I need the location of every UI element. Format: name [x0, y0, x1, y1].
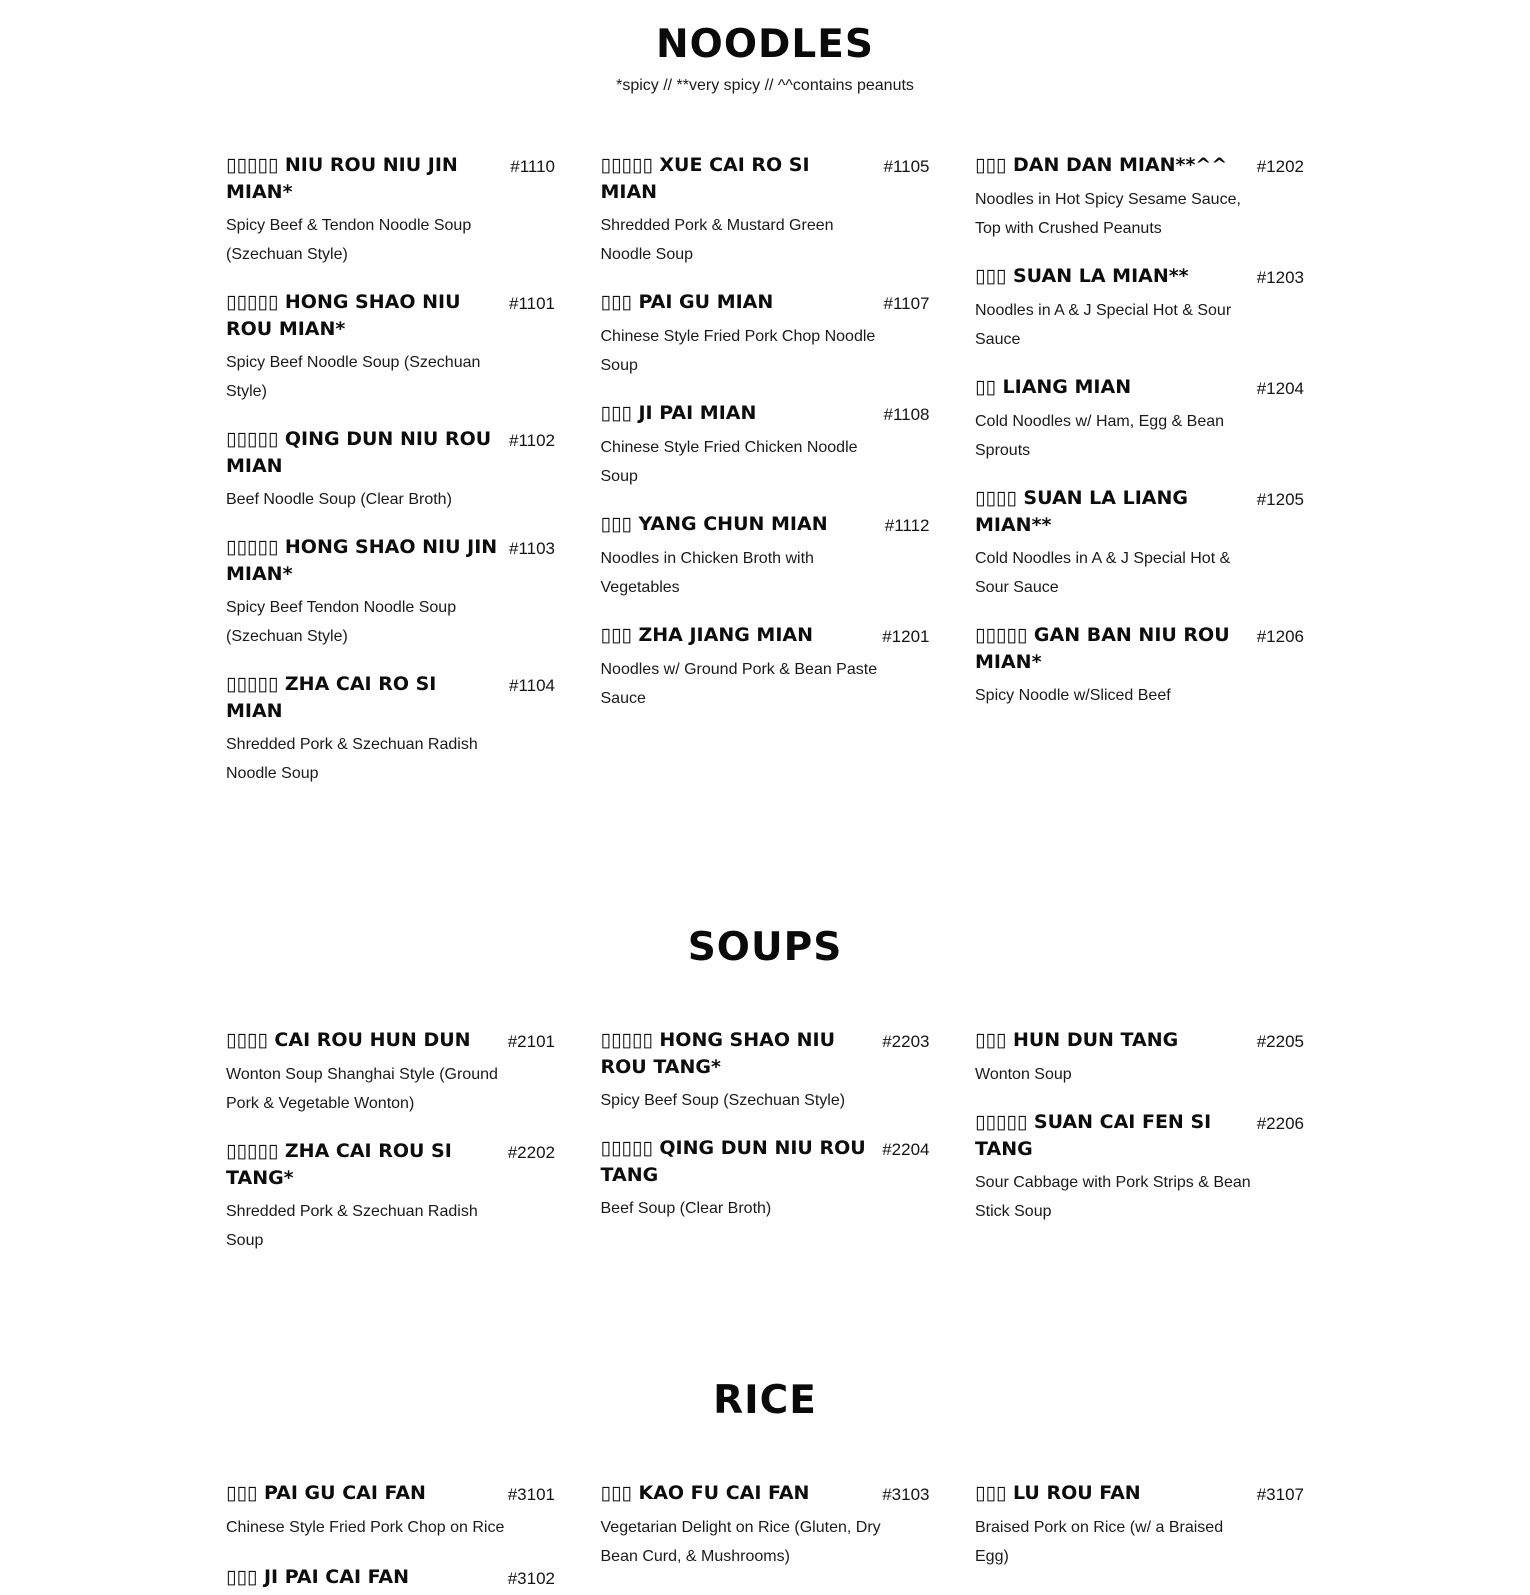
item-number: #1110 — [510, 157, 555, 176]
item-description: Spicy Beef Noodle Soup (Szechuan Style) — [226, 354, 481, 400]
menu-item — [601, 1135, 930, 1223]
item-description: Wonton Soup Shanghai Style (Ground Pork & Vegetable Wonton) — [226, 1066, 498, 1112]
item-name: ▯▯▯▯▯ ZHA CAI RO SI MIAN — [226, 673, 437, 722]
item-name: ▯▯▯ LU ROU FAN — [975, 1482, 1141, 1504]
item-name: ▯▯▯ KAO FU CAI FAN — [600, 1482, 810, 1504]
menu-item — [975, 1480, 1304, 1571]
item-name: ▯▯ LIANG MIAN — [975, 376, 1132, 398]
item-number: #3103 — [882, 1485, 930, 1504]
menu-item — [226, 671, 555, 788]
menu-item — [601, 289, 930, 380]
item-number: #1203 — [1256, 268, 1304, 287]
item-number: #1204 — [1256, 379, 1304, 398]
rice-section — [0, 1378, 1530, 1423]
menu-item — [226, 534, 555, 651]
item-description: Shredded Pork & Szechuan Radish Soup — [226, 1203, 478, 1249]
item-name: ▯▯▯▯ SUAN LA LIANG MIAN** — [975, 487, 1188, 536]
item-number: #1104 — [508, 676, 555, 695]
menu-item — [601, 152, 930, 269]
soups-section — [0, 925, 1530, 970]
menu-item — [601, 1027, 930, 1115]
item-description: Wonton Soup — [975, 1066, 1072, 1083]
item-description: Shredded Pork & Mustard Green Noodle Soup — [600, 217, 834, 263]
section-title-noodles: NOODLES — [656, 22, 874, 67]
item-name: ▯▯▯▯ CAI ROU HUN DUN — [226, 1029, 471, 1051]
item-description: Sour Cabbage with Pork Strips & Bean Stick Soup — [975, 1174, 1251, 1220]
menu-column — [975, 152, 1304, 788]
item-name: ▯▯▯ PAI GU CAI FAN — [226, 1482, 426, 1504]
menu-column — [226, 1480, 555, 1592]
item-name: ▯▯▯ SUAN LA MIAN** — [975, 265, 1189, 287]
item-description: Noodles in Hot Spicy Sesame Sauce, Top with Crushed Peanuts — [975, 191, 1241, 237]
item-number: #1108 — [883, 405, 930, 424]
item-description: Spicy Beef Tendon Noodle Soup (Szechuan Style) — [226, 599, 457, 645]
item-number: #3101 — [507, 1485, 555, 1504]
item-number: #2204 — [882, 1140, 930, 1159]
item-name: ▯▯▯ PAI GU MIAN — [600, 291, 774, 313]
section-title-rice: RICE — [713, 1378, 817, 1423]
item-number: #2205 — [1256, 1032, 1304, 1051]
item-number: #3107 — [1256, 1485, 1304, 1504]
item-name: ▯▯▯▯▯ QING DUN NIU ROU MIAN — [226, 428, 492, 477]
item-number: #1103 — [508, 539, 555, 558]
item-description: Noodles w/ Ground Pork & Bean Paste Sauce — [600, 661, 878, 707]
menu-item — [226, 1027, 555, 1118]
menu-item — [975, 622, 1304, 710]
item-description: Chinese Style Fried Pork Chop Noodle Soup — [600, 328, 876, 374]
rice-grid — [226, 1480, 1304, 1592]
item-description: Chinese Style Fried Pork Chop on Rice — [226, 1519, 505, 1536]
noodles-section — [0, 22, 1530, 95]
item-name: ▯▯▯ JI PAI CAI FAN — [226, 1566, 410, 1588]
menu-column — [975, 1027, 1304, 1255]
menu-item — [601, 622, 930, 713]
item-number: #3102 — [507, 1569, 555, 1588]
item-number: #1112 — [884, 516, 930, 535]
item-number: #1206 — [1256, 627, 1304, 646]
menu-item — [601, 511, 930, 602]
menu-item — [975, 152, 1304, 243]
item-description: Spicy Beef Soup (Szechuan Style) — [600, 1092, 846, 1109]
item-number: #1102 — [508, 431, 555, 450]
menu-item — [975, 1109, 1304, 1226]
soups-grid — [226, 1027, 1304, 1255]
item-description: Vegetarian Delight on Rice (Gluten, Dry Bean Curd, & Mushrooms) — [600, 1519, 881, 1565]
item-number: #1101 — [508, 294, 555, 313]
item-name: ▯▯▯▯▯ QING DUN NIU ROU TANG — [600, 1137, 866, 1186]
menu-item — [975, 263, 1304, 354]
item-name: ▯▯▯ YANG CHUN MIAN — [600, 513, 828, 535]
item-description: Shredded Pork & Szechuan Radish Noodle Soup — [226, 736, 478, 782]
menu-item — [226, 152, 555, 269]
item-number: #2206 — [1256, 1114, 1304, 1133]
item-description: Noodles in A & J Special Hot & Sour Sauce — [975, 302, 1232, 348]
item-description: Braised Pork on Rice (w/ a Braised Egg) — [975, 1519, 1224, 1565]
menu-column — [601, 152, 930, 788]
spice-legend: *spicy // **very spicy // ^^contains peanuts — [616, 77, 914, 94]
item-name: ▯▯▯▯▯ SUAN CAI FEN SI TANG — [975, 1111, 1212, 1160]
menu-item — [975, 485, 1304, 602]
item-number: #1105 — [883, 157, 930, 176]
item-number: #1205 — [1256, 490, 1304, 509]
item-name: ▯▯▯ DAN DAN MIAN**^^ — [975, 154, 1228, 176]
item-name: ▯▯▯▯▯ GAN BAN NIU ROU MIAN* — [975, 624, 1230, 673]
section-title-soups: SOUPS — [687, 925, 843, 970]
item-name: ▯▯▯▯▯ HONG SHAO NIU ROU MIAN* — [226, 291, 461, 340]
menu-column — [601, 1480, 930, 1592]
item-number: #2202 — [507, 1143, 555, 1162]
menu-item — [226, 426, 555, 514]
item-description: Noodles in Chicken Broth with Vegetables — [600, 550, 814, 596]
item-description: Cold Noodles in A & J Special Hot & Sour Sauce — [975, 550, 1231, 596]
menu-item — [226, 1564, 555, 1592]
noodles-grid — [226, 152, 1304, 788]
item-number: #2101 — [507, 1032, 555, 1051]
menu-item — [601, 1480, 930, 1571]
item-description: Beef Soup (Clear Broth) — [600, 1200, 772, 1217]
menu-item — [601, 400, 930, 491]
item-number: #1107 — [883, 294, 930, 313]
item-description: Beef Noodle Soup (Clear Broth) — [226, 491, 452, 508]
item-number: #1201 — [882, 627, 930, 646]
item-description: Chinese Style Fried Chicken Noodle Soup — [600, 439, 858, 485]
item-description: Spicy Beef & Tendon Noodle Soup (Szechuan Style) — [226, 217, 472, 263]
item-name: ▯▯▯▯▯ NIU ROU NIU JIN MIAN* — [226, 154, 458, 203]
menu-item — [226, 289, 555, 406]
item-description: Spicy Noodle w/Sliced Beef — [975, 687, 1171, 704]
item-number: #2203 — [882, 1032, 930, 1051]
menu-item — [975, 374, 1304, 465]
menu-column — [226, 1027, 555, 1255]
item-name: ▯▯▯ JI PAI MIAN — [600, 402, 757, 424]
item-name: ▯▯▯▯▯ ZHA CAI ROU SI TANG* — [226, 1140, 452, 1189]
menu-column — [226, 152, 555, 788]
item-name: ▯▯▯▯▯ XUE CAI RO SI MIAN — [600, 154, 810, 203]
menu-item — [226, 1138, 555, 1255]
item-name: ▯▯▯ ZHA JIANG MIAN — [600, 624, 814, 646]
menu-item — [226, 1480, 555, 1542]
item-description: Cold Noodles w/ Ham, Egg & Bean Sprouts — [975, 413, 1225, 459]
menu-column — [601, 1027, 930, 1255]
item-name: ▯▯▯▯▯ HONG SHAO NIU JIN MIAN* — [226, 536, 498, 585]
menu-column — [975, 1480, 1304, 1592]
item-name: ▯▯▯ HUN DUN TANG — [975, 1029, 1179, 1051]
item-name: ▯▯▯▯▯ HONG SHAO NIU ROU TANG* — [600, 1029, 836, 1078]
item-number: #1202 — [1256, 157, 1304, 176]
menu-item — [975, 1027, 1304, 1089]
